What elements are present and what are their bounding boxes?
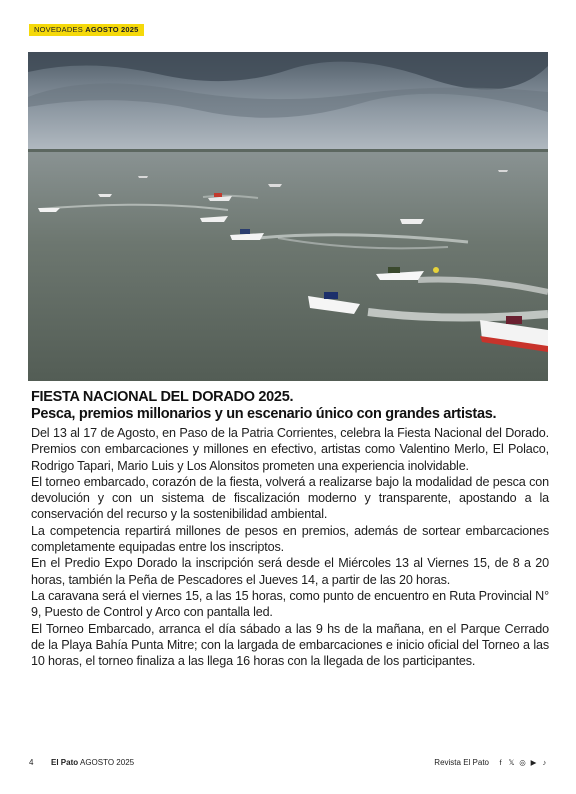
article-paragraph: En el Predio Expo Dorado la inscripción será desde el Miércoles 13 al Viernes 15, de 8 a 20 horas, también la Peña de Pescadores el Jueves 14, a partir de las 20 horas. bbox=[31, 556, 549, 587]
article-paragraph: La competencia repartirá millones de pesos en premios, además de sortear embarcaciones completamente equipadas entre los inscriptos. bbox=[31, 523, 549, 555]
youtube-icon[interactable]: ▶ bbox=[530, 758, 537, 767]
article-body bbox=[31, 425, 549, 669]
facebook-icon[interactable]: f bbox=[499, 758, 502, 767]
article-paragraph: El Torneo Embarcado, arranca el día sábado a las 9 hs de la mañana, en el Parque Cerrado de la Playa Bahía Punta Mitre; con la largada de embarcaciones e inicio oficial del Torneo a las 10 horas, el torneo finaliza a las llega 16 horas con la llegada de los participantes. bbox=[31, 621, 549, 669]
article-subtitle: Pesca, premios millonarios y un escenario único con grandes artistas. bbox=[31, 406, 497, 422]
article bbox=[31, 389, 549, 669]
article-title: FIESTA NACIONAL DEL DORADO 2025. bbox=[31, 389, 294, 405]
issue-label: AGOSTO 2025 bbox=[85, 25, 139, 34]
footer-issue: AGOSTO 2025 bbox=[80, 758, 135, 767]
article-paragraph: Del 13 al 17 de Agosto, en Paso de la Patria Corrientes, celebra la Fiesta Nacional del Dorado. Premios con embarcaciones y millones en efectivo, artistas como Valentino Merlo, El Polaco, Rodrigo Tapari, Mario Luis y Los Alonsitos prometen una experiencia inolvidable. bbox=[31, 426, 549, 473]
brand-logo: El Pato bbox=[51, 758, 79, 767]
boats-on-river-photo bbox=[28, 52, 548, 381]
tiktok-icon[interactable]: ♪ bbox=[542, 758, 547, 767]
social-icons bbox=[496, 757, 549, 769]
section-tag bbox=[29, 24, 144, 36]
magazine-name: Revista El Pato bbox=[434, 758, 489, 767]
article-paragraph: El torneo embarcado, corazón de la fiesta, volverá a realizarse bajo la modalidad de pesca con devolución y con un sistema de fiscalización moderno y transparente, apostando a la conservación del recurso y la sostenibilidad ambiental. bbox=[31, 474, 549, 522]
x-icon[interactable]: 𝕏 bbox=[508, 758, 515, 767]
section-label: NOVEDADES bbox=[34, 25, 83, 34]
page-number: 4 bbox=[29, 758, 34, 767]
article-paragraph: La caravana será el viernes 15, a las 15 horas, como punto de encuentro en Ruta Provincial N° 9, Puesto de Control y Arco con pantalla led. bbox=[31, 588, 549, 620]
instagram-icon[interactable]: ◎ bbox=[519, 758, 526, 767]
page-footer bbox=[29, 756, 549, 770]
